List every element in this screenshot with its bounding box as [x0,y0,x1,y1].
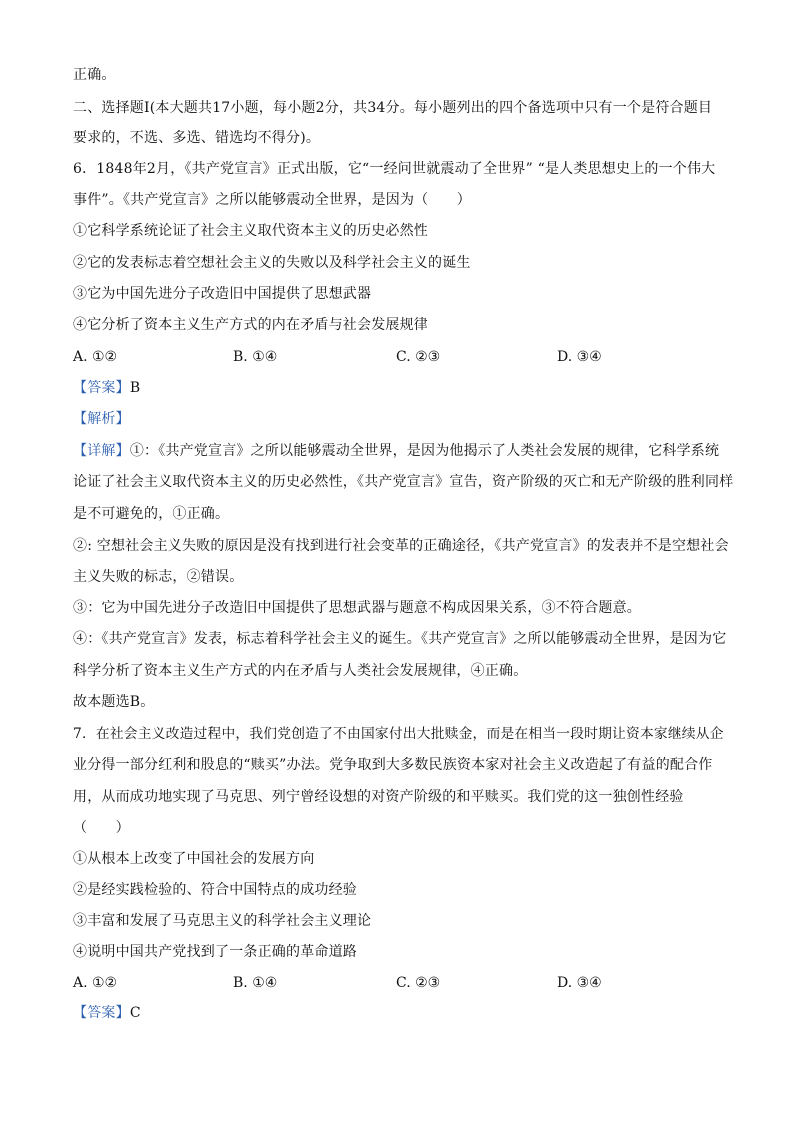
text-line: 正确。 [73,67,116,83]
option-b: B. ①④ [233,975,278,991]
option-b: B. ①④ [233,349,278,365]
statement-4: ④说明中国共产党找到了一条正确的革命道路 [73,944,357,960]
text-line: （ ） [73,820,130,836]
statement-1: ①它科学系统论证了社会主义取代资本主义的历史必然性 [73,223,428,239]
text-line: ②: 空想社会主义失败的原因是没有找到进行社会变革的正确途径，《共产党宣言》的发表并不是空想社会 [73,538,729,554]
option-a: A. ①② [73,349,118,365]
text-line: 业分得一部分红利和股息的“赎买”办法。党争取到大多数民族资本家对社会主义改造起了有益的配合作 [73,757,713,773]
section-heading: 二、选择题Ⅰ(本大题共17小题，每小题2分，共34分。每小题列出的四个备选项中只有一个是符合题目 [73,100,713,116]
answer-value: C [129,1005,141,1021]
answer-7 [73,1003,733,1023]
statement-3: ③丰富和发展了马克思主义的科学社会主义理论 [73,913,372,929]
detail-line [73,441,733,461]
question-7-stem: 7．在社会主义改造过程中，我们党创造了不由国家付出大批赎金，而是在相当一段时期让资本家继续从企 [73,726,724,742]
text-line: 要求的，不选、多选、错选均不得分)。 [73,130,321,146]
text-line: 论证了社会主义取代资本主义的历史必然性，《共产党宣言》宣告，资产阶级的灭亡和无产阶级的胜利同样 [73,474,734,490]
option-d: D. ③④ [557,349,602,365]
text-line: 科学分析了资本主义生产方式的内在矛盾与人类社会发展规律，④正确。 [73,663,528,679]
answer-6 [73,378,733,398]
answer-value: B [129,380,141,396]
question-6-stem: 6．1848年2月，《共产党宣言》正式出版，它“一经问世就震动了全世界” “是人类思想史上的一个伟大 [73,161,716,177]
detail-text: ①：《共产党宣言》之所以能够震动全世界，是因为他揭示了人类社会发展的规律，它科学系统 [129,443,720,459]
detail-tag: 【详解】 [73,443,130,459]
option-a: A. ①② [73,975,118,991]
statement-3: ③它为中国先进分子改造旧中国提供了思想武器 [73,286,372,302]
analysis-label: 【解析】 [73,411,130,427]
option-c: C. ②③ [396,975,441,991]
text-line: 事件”。《共产党宣言》之所以能够震动全世界，是因为（ ） [73,192,471,208]
analysis-tag [73,409,733,429]
statement-1: ①从根本上改变了中国社会的发展方向 [73,851,315,867]
option-d: D. ③④ [557,975,602,991]
statement-4: ④它分析了资本主义生产方式的内在矛盾与社会发展规律 [73,317,428,333]
answer-tag: 【答案】 [73,380,130,396]
text-line: 主义失败的标志，②错误。 [73,569,244,585]
text-line: ④：《共产党宣言》发表，标志着科学社会主义的诞生。《共产党宣言》之所以能够震动全世界，是因为它 [73,631,727,647]
statement-2: ②它的发表标志着空想社会主义的失败以及科学社会主义的诞生 [73,255,471,271]
option-c: C. ②③ [396,349,441,365]
statement-2: ②是经实践检验的、符合中国特点的成功经验 [73,882,357,898]
text-line: 用，从而成功地实现了马克思、列宁曾经设想的对资产阶级的和平赎买。我们党的这一独创性经验 [73,789,684,805]
answer-tag: 【答案】 [73,1005,130,1021]
text-line: 是不可避免的，①正确。 [73,506,230,522]
text-line: 故本题选B。 [73,694,155,710]
text-line: ③：它为中国先进分子改造旧中国提供了思想武器与题意不构成因果关系，③不符合题意。 [73,600,641,616]
